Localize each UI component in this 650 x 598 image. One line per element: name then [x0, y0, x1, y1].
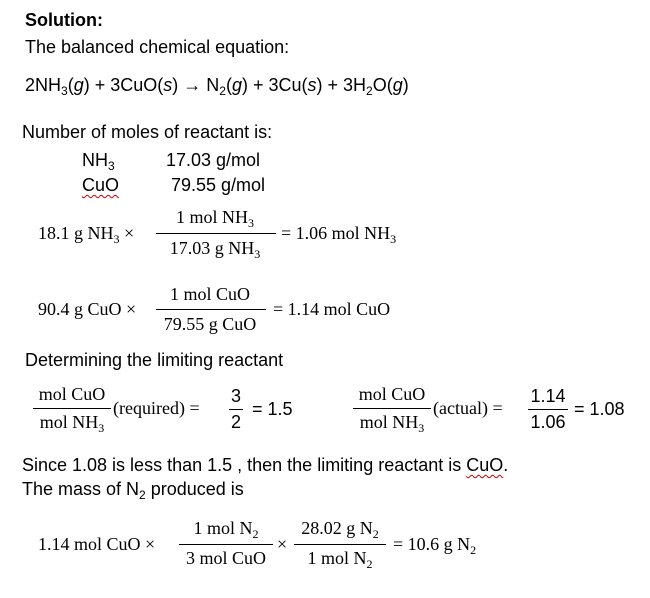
equation-intro: The balanced chemical equation:	[25, 37, 290, 57]
calc3-denominator-1: 3 mol CuO	[185, 548, 266, 568]
eq-sub: 2	[366, 84, 373, 98]
fraction-bar	[33, 408, 111, 409]
ratio-required-denominator: mol $NH_3$	[39, 412, 105, 435]
ratio-required-label: (required) =	[113, 398, 200, 418]
fraction-bar	[156, 233, 276, 234]
calc3-numerator-2: 28.02 g $N_2$	[301, 518, 379, 541]
solution-heading: Solution:	[25, 10, 103, 30]
fraction-bar	[353, 408, 431, 409]
eq-text: )	[402, 75, 409, 95]
balanced-equation: $2NH_3(g) + 3CuO(s) \to N_2(g) + 3Cu(s) + 3H_2O(g)$	[25, 75, 409, 98]
calc1-denominator: 17.03 g $NH_3$	[169, 238, 261, 261]
fraction-bar	[528, 409, 568, 410]
eq-state: s	[307, 75, 317, 95]
conclusion-text: Since 1.08 is less than 1.5 , then the limiting reactant is CuO.	[22, 455, 509, 475]
eq-state: s	[163, 75, 173, 95]
eq-text: + 3CuO(	[89, 75, 164, 95]
fraction-bar	[229, 409, 243, 410]
calc1-result: = 1.06 mol $NH_3$	[281, 223, 397, 246]
calc2-lhs: 90.4 g CuO ×	[38, 299, 137, 319]
molar-mass-value: 79.55 g/mol	[171, 175, 266, 195]
molar-mass-name: $NH_3$	[82, 150, 115, 173]
molar-mass-name: CuO	[82, 175, 120, 195]
ratio-actual-frac-num: 1.14	[530, 386, 566, 406]
ratio-actual-label: (actual) =	[433, 398, 503, 418]
ratio-actual-frac-den: 1.06	[530, 412, 566, 432]
ratio-actual-result: = 1.08	[574, 399, 625, 419]
calc3-result: = 10.6 g $N_2$	[393, 534, 477, 557]
eq-text: ) + 3Cu(	[241, 75, 308, 95]
eq-state: g	[392, 75, 403, 95]
ratio-actual-denominator: mol $NH_3$	[359, 412, 425, 435]
eq-text: (	[225, 75, 232, 95]
eq-text: O(	[372, 75, 393, 95]
ratio-required-numerator: mol CuO	[38, 384, 106, 404]
limiting-heading: Determining the limiting reactant	[25, 350, 284, 370]
mass-intro: The mass of $N_2$ produced is	[22, 479, 244, 502]
eq-sub: 3	[61, 84, 68, 98]
ratio-required-frac-num: 3	[230, 386, 241, 406]
fraction-bar	[179, 544, 273, 545]
eq-state: g	[73, 75, 84, 95]
eq-text: ) + 3H	[316, 75, 367, 95]
fraction-bar	[156, 309, 266, 310]
fraction-bar	[294, 544, 386, 545]
ratio-actual-numerator: mol CuO	[358, 384, 426, 404]
calc3-denominator-2: 1 mol $N_2$	[307, 548, 373, 571]
eq-state: g	[231, 75, 242, 95]
moles-heading: Number of moles of reactant is:	[22, 122, 273, 142]
calc2-denominator: 79.55 g CuO	[163, 314, 257, 334]
calc3-lhs: 1.14 mol CuO ×	[38, 534, 156, 554]
calc3-times: ×	[277, 534, 288, 554]
calc2-result: = 1.14 mol CuO	[273, 299, 391, 319]
eq-sub: 2	[219, 84, 226, 98]
ratio-required-frac-den: 2	[230, 412, 241, 432]
ratio-required-result: = 1.5	[252, 399, 293, 419]
eq-text: 2NH	[25, 75, 62, 95]
molar-mass-value: 17.03 g/mol	[166, 150, 261, 170]
eq-arrow: ) → N	[172, 75, 220, 95]
calc1-numerator: 1 mol $NH_3$	[176, 207, 254, 230]
calc3-numerator-1: 1 mol $N_2$	[193, 518, 259, 541]
calc2-numerator: 1 mol CuO	[169, 284, 250, 304]
calc1-lhs: 18.1 g $NH_3$ ×	[38, 223, 135, 246]
